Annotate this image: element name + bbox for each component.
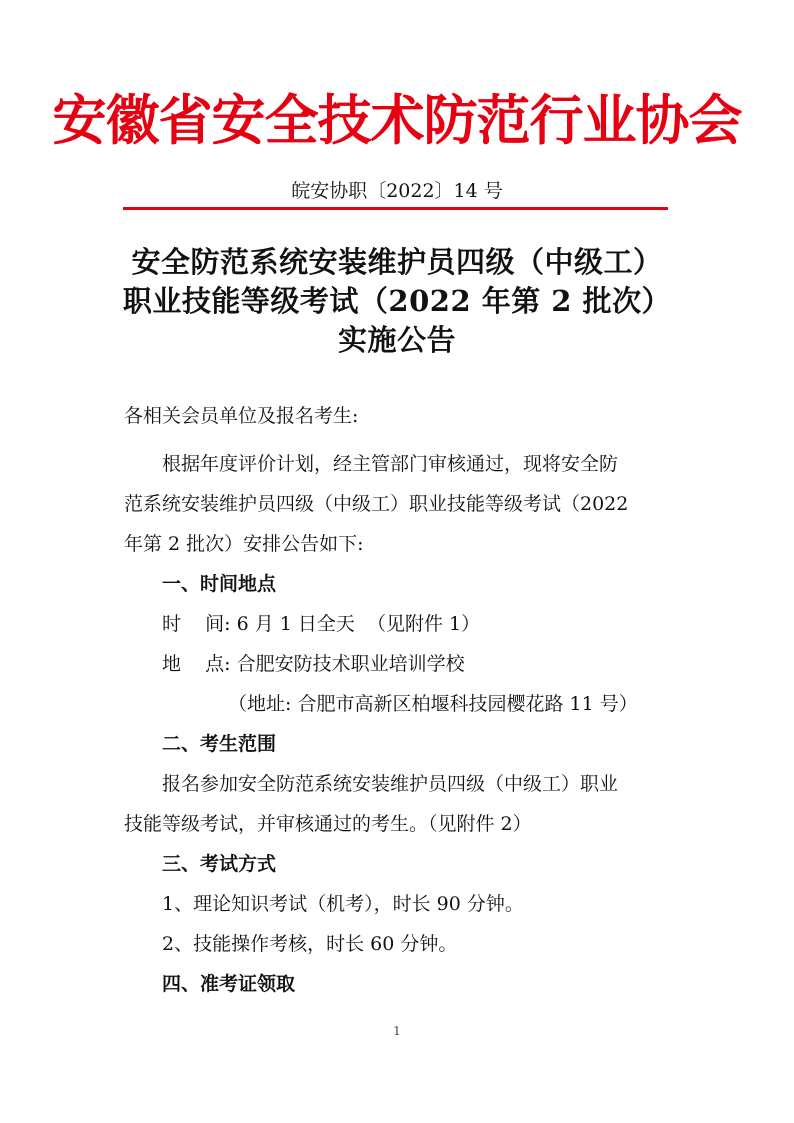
header-divider [123, 207, 668, 210]
section-4-heading: 四、准考证领取 [162, 973, 296, 995]
place-row [162, 649, 465, 676]
place-value: 合肥安防技术职业培训学校 [236, 653, 465, 675]
section-2-line-2: 技能等级考试，并审核通过的考生。（见附件 2） [124, 813, 532, 835]
intro-line-2: 范系统安装维护员四级（中级工）职业技能等级考试（2022 [124, 493, 629, 515]
intro-line-3: 年第 2 批次）安排公告如下: [124, 533, 364, 555]
time-value: 6 月 1 日全天 （见附件 1） [236, 613, 481, 635]
doc-number: 皖安协职〔2022〕14 号 [291, 180, 503, 202]
page-number: 1 [393, 1024, 401, 1038]
section-3-heading: 三、考试方式 [162, 853, 277, 875]
salutation: 各相关会员单位及报名考生: [124, 405, 359, 427]
intro-line-1: 根据年度评价计划，经主管部门审核通过，现将安全防 [162, 453, 619, 475]
section-2-line-1: 报名参加安全防范系统安装维护员四级（中级工）职业 [162, 773, 619, 795]
address: （地址: 合肥市高新区柏堰科技园樱花路 11 号） [228, 693, 638, 715]
section-3-item-1: 1、理论知识考试（机考），时长 90 分钟。 [162, 893, 524, 915]
doc-title-line-3: 实施公告 [337, 323, 456, 357]
doc-title-line-2: 职业技能等级考试（2022 年第 2 批次） [122, 284, 672, 318]
place-label: 地 点: [162, 653, 231, 675]
section-1-heading: 一、时间地点 [162, 573, 277, 595]
section-3-item-2: 2、技能操作考核，时长 60 分钟。 [162, 933, 458, 955]
doc-title-line-1: 安全防范系统安装维护员四级（中级工） [131, 245, 663, 279]
section-2-heading: 二、考生范围 [162, 733, 277, 755]
time-row [162, 609, 480, 636]
org-title: 安徽省安全技术防范行业协会 [52, 89, 742, 152]
time-label: 时 间: [162, 613, 231, 635]
